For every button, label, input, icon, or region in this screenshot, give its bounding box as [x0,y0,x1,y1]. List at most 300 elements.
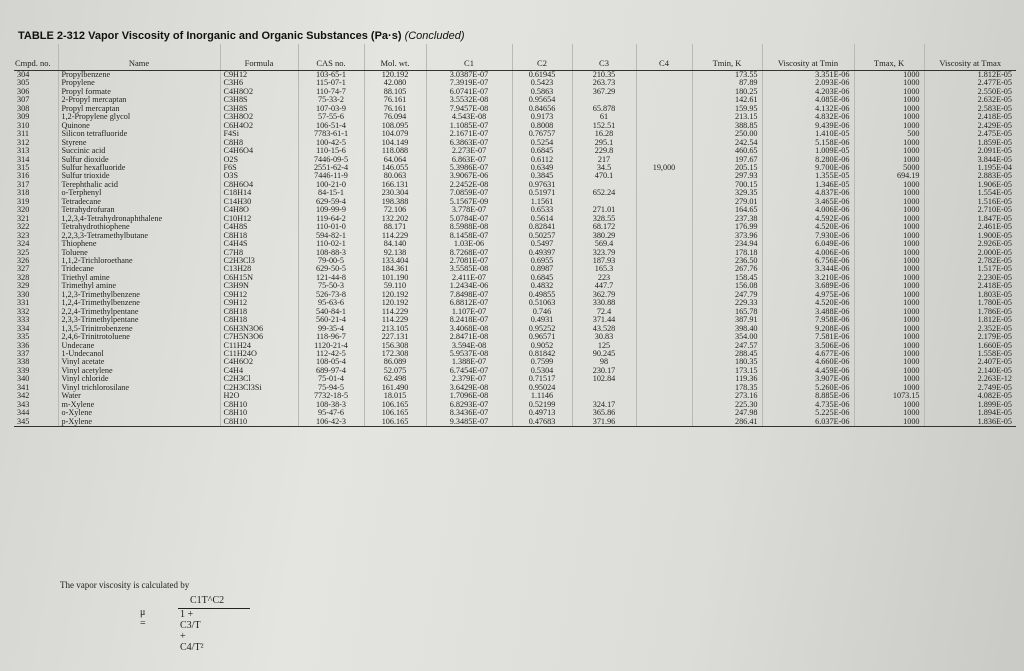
table-cell: 92.138 [364,249,426,257]
table-row [14,274,1016,282]
table-cell: 1000 [854,249,924,257]
table-cell: 560-21-4 [298,316,364,324]
table-cell: 223 [572,274,636,282]
table-cell: C9H12 [220,291,298,299]
table-cell: 236.50 [692,257,762,265]
table-cell: 4.459E-06 [762,367,854,375]
table-cell: 0.8987 [512,265,572,273]
table-cell: 1000 [854,71,924,80]
table-cell: 114.229 [364,316,426,324]
table-cell: 1000 [854,409,924,417]
table-cell: 329 [17,282,30,291]
table-cell: Thiophene [58,240,220,248]
table-cell: Sulfur dioxide [58,156,220,164]
table-cell [636,240,692,248]
table-cell: C6H15N [220,274,298,282]
table-cell: 4.837E-06 [762,189,854,197]
table-cell: 7.8498E-07 [426,291,512,299]
table-cell: 187.93 [572,257,636,265]
table-row [14,257,1016,265]
table-cell: p-Xylene [58,418,220,427]
table-cell: 305 [17,79,30,88]
table-cell: 2.140E-05 [924,367,1016,375]
table-cell: 5.9537E-08 [426,350,512,358]
table-cell [636,71,692,80]
table-cell: 210.35 [572,71,636,80]
table-cell: C8H18 [220,308,298,316]
table-cell: 0.5497 [512,240,572,248]
table-cell: 100-42-5 [298,139,364,147]
table-cell: 0.95024 [512,384,572,392]
table-cell: 72.106 [364,206,426,214]
table-cell: 0.71517 [512,375,572,383]
table-cell: 3.4068E-08 [426,325,512,333]
table-cell: 1,2,3-Trimethylbenzene [58,291,220,299]
table-cell: 3.344E-06 [762,265,854,273]
table-cell: 1.836E-05 [924,418,1016,427]
table-cell: 2.429E-05 [924,122,1016,130]
table-cell: 0.5254 [512,139,572,147]
table-row [14,282,1016,290]
table-cell: 1.780E-05 [924,299,1016,307]
table-cell [636,333,692,341]
table-cell: 2.583E-05 [924,105,1016,113]
table-cell: 0.51063 [512,299,572,307]
table-cell: C4H4 [220,367,298,375]
table-cell: 1000 [854,367,924,375]
table-cell: 1.900E-05 [924,232,1016,240]
column-header: CAS no. [298,44,364,71]
table-cell: 1.2434E-06 [426,282,512,290]
table-cell: 7783-61-1 [298,130,364,138]
table-cell: 3.844E-05 [924,156,1016,164]
table-cell: 2.477E-05 [924,79,1016,87]
table-cell: 0.3845 [512,172,572,180]
table-cell: 0.5304 [512,367,572,375]
table-cell: C7H5N3O6 [220,333,298,341]
table-cell: 1000 [854,113,924,121]
table-cell: 335 [17,333,30,342]
table-cell: 3.5585E-08 [426,265,512,273]
table-cell: 104.079 [364,130,426,138]
table-cell: 273.16 [692,392,762,400]
table-cell: 373.96 [692,232,762,240]
table-cell: 75-94-5 [298,384,364,392]
table-cell: 1000 [854,215,924,223]
table-cell: 65.878 [572,105,636,113]
table-cell: 6.8293E-07 [426,401,512,409]
table-cell [636,265,692,273]
table-cell: 1,2,4-Trimethylbenzene [58,299,220,307]
table-cell: 460.65 [692,147,762,155]
table-cell: Quinone [58,122,220,130]
table-cell: 325 [17,248,30,257]
table-cell: C8H8 [220,139,298,147]
table-cell: 271.01 [572,206,636,214]
table-cell: 312 [17,138,30,147]
table-cell: Undecane [58,342,220,350]
table-cell: 1000 [854,96,924,104]
table-cell: 594-82-1 [298,232,364,240]
table-cell: 4.543E-08 [426,113,512,121]
table-cell [636,232,692,240]
table-cell: 1.786E-05 [924,308,1016,316]
table-cell [636,189,692,197]
table-cell: 0.47683 [512,418,572,427]
table-cell: 317 [17,180,30,189]
table-cell: 166.131 [364,181,426,189]
table-cell: C13H28 [220,265,298,273]
table-cell: 1000 [854,189,924,197]
table-cell: 1.516E-05 [924,198,1016,206]
column-header: Cmpd. no. [14,44,58,71]
table-cell: 68.172 [572,223,636,231]
table-cell: 152.51 [572,122,636,130]
table-cell [636,105,692,113]
table-cell: 7.958E-06 [762,316,854,324]
table-cell: 2.710E-05 [924,206,1016,214]
table-cell: 8.2418E-07 [426,316,512,324]
table-cell: 75-01-4 [298,375,364,383]
table-cell: 1000 [854,122,924,130]
table-cell: C18H14 [220,189,298,197]
table-cell: 0.9173 [512,113,572,121]
table-row [14,375,1016,383]
table-cell: 0.6845 [512,274,572,282]
table-cell: 0.84656 [512,105,572,113]
table-cell: 1000 [854,139,924,147]
table-cell: 3.6429E-08 [426,384,512,392]
table-cell: 2.550E-05 [924,88,1016,96]
table-cell: 387.91 [692,316,762,324]
table-cell: C3H6 [220,79,298,87]
table-cell: Sulfur trioxide [58,172,220,180]
table-cell [636,358,692,366]
table-cell: 4.006E-06 [762,206,854,214]
table-cell: 3.0387E-07 [426,71,512,80]
table-cell: 1.803E-05 [924,291,1016,299]
table-cell: C3H8S [220,105,298,113]
header-row [14,44,1016,71]
table-row [14,232,1016,240]
table-cell [636,299,692,307]
column-header: C1 [426,44,512,71]
table-cell: 5.1567E-09 [426,198,512,206]
table-cell: 3.488E-06 [762,308,854,316]
table-cell [636,122,692,130]
table-cell: 237.38 [692,215,762,223]
table-cell: 76.094 [364,113,426,121]
table-cell: 316 [17,172,30,181]
table-cell: 108.095 [364,122,426,130]
table-cell: 205.15 [692,164,762,172]
table-cell [636,88,692,96]
table-cell: 1000 [854,223,924,231]
column-header: Viscosity at Tmin [762,44,854,71]
table-cell: 0.6955 [512,257,572,265]
table-cell: 4.520E-06 [762,223,854,231]
table-cell: 319 [17,197,30,206]
table-cell: 176.99 [692,223,762,231]
table-row [14,113,1016,121]
table-cell: 311 [17,130,29,139]
table-cell: 279.01 [692,198,762,206]
table-cell: 8.280E-06 [762,156,854,164]
formula-denominator: 1 + C3/T + C4/T² [180,609,204,653]
table-row [14,249,1016,257]
table-cell: 110-15-6 [298,147,364,155]
table-cell: 6.8812E-07 [426,299,512,307]
table-cell: 95-47-6 [298,409,364,417]
table-cell: C9H12 [220,299,298,307]
table-cell: C8H18 [220,316,298,324]
table-cell: 8.3436E-07 [426,409,512,417]
table-cell [636,79,692,87]
table-row [14,172,1016,180]
table-cell: Vinyl acetylene [58,367,220,375]
table-cell: 338 [17,358,30,367]
table-cell [636,401,692,409]
table-cell: 2.8471E-08 [426,333,512,341]
table-cell: 115-07-1 [298,79,364,87]
table-cell: 3.351E-06 [762,71,854,80]
table-cell: 1.847E-05 [924,215,1016,223]
table-cell: 2.179E-05 [924,333,1016,341]
table-cell: 339 [17,366,30,375]
table-cell: 2.230E-05 [924,274,1016,282]
table-cell: 304 [17,70,30,79]
table-cell: 90.245 [572,350,636,358]
table-row [14,308,1016,316]
table-caption: Vapor Viscosity of Inorganic and Organic Substances (Pa·s) [88,30,402,42]
table-row [14,223,1016,231]
table-cell [572,392,636,400]
table-cell: 1.03E-06 [426,240,512,248]
table-cell: 18.015 [364,392,426,400]
table-cell: 43.528 [572,325,636,333]
table-cell: 2.352E-05 [924,325,1016,333]
table-cell: 334 [17,324,30,333]
table-row [14,350,1016,358]
table-cell: Water [58,392,220,400]
table-cell: 118-96-7 [298,333,364,341]
table-cell: 2.926E-05 [924,240,1016,248]
table-cell: 79-00-5 [298,257,364,265]
table-cell: 0.97631 [512,181,572,189]
table-cell: 213.15 [692,113,762,121]
table-cell: 3.594E-08 [426,342,512,350]
table-cell: Trimethyl amine [58,282,220,290]
table-cell: 4.677E-06 [762,350,854,358]
table-cell: 0.61945 [512,71,572,80]
table-cell: 1000 [854,333,924,341]
table-cell: 1,3,5-Trinitrobenzene [58,325,220,333]
table-cell: 0.4931 [512,316,572,324]
table-cell: 345 [14,418,58,427]
table-cell: 1000 [854,316,924,324]
table-cell: C11H24 [220,342,298,350]
table-cell [636,113,692,121]
table-row [14,265,1016,273]
table-cell: 2551-62-4 [298,164,364,172]
table-cell [636,147,692,155]
table-cell: C11H24O [220,350,298,358]
table-cell: 4.203E-06 [762,88,854,96]
table-cell: 106-42-3 [298,418,364,427]
table-cell: 1.7096E-08 [426,392,512,400]
table-cell [636,206,692,214]
table-cell: 629-50-5 [298,265,364,273]
table-cell: 87.89 [692,79,762,87]
table-cell: 161.490 [364,384,426,392]
table-cell [636,257,692,265]
table-cell: 2,4,6-Trinitrotoluene [58,333,220,341]
table-cell: 7446-09-5 [298,156,364,164]
table-cell: 7.9457E-08 [426,105,512,113]
table-cell: 178.18 [692,249,762,257]
table-cell: 336 [17,341,30,350]
table-cell: C14H30 [220,198,298,206]
table-cell: 119.36 [692,375,762,383]
table-cell [572,384,636,392]
table-cell: 4.085E-06 [762,96,854,104]
table-cell [572,198,636,206]
table-cell: 1000 [854,181,924,189]
table-cell: 8.7268E-07 [426,249,512,257]
table-cell: 109-99-9 [298,206,364,214]
table-cell: 1000 [854,299,924,307]
column-header: Mol. wt. [364,44,426,71]
table-cell: 230.17 [572,367,636,375]
table-cell: 180.25 [692,88,762,96]
table-cell: 1-Undecanol [58,350,220,358]
table-cell: 1000 [854,291,924,299]
table-cell: 112-42-5 [298,350,364,358]
table-cell: 198.388 [364,198,426,206]
table-cell: 1000 [854,375,924,383]
table-cell: 1000 [854,206,924,214]
table-row [14,299,1016,307]
table-cell: 326 [17,256,30,265]
table-cell: 4.082E-05 [924,392,1016,400]
table-cell: 110-74-7 [298,88,364,96]
table-cell: 1.1085E-07 [426,122,512,130]
table-cell: 5.158E-06 [762,139,854,147]
table-cell: 1.558E-05 [924,350,1016,358]
table-cell: 652.24 [572,189,636,197]
table-cell: 108-38-3 [298,401,364,409]
table-cell: 0.96571 [512,333,572,341]
table-row [14,418,1016,427]
table-cell: Vinyl trichlorosilane [58,384,220,392]
table-cell: 234.94 [692,240,762,248]
table-cell: F6S [220,164,298,172]
table-cell [572,96,636,104]
viscosity-table [14,44,1016,427]
table-cell: 80.063 [364,172,426,180]
table-cell: 8.885E-06 [762,392,854,400]
column-header: C3 [572,44,636,71]
table-cell: 98 [572,358,636,366]
table-cell: 341 [17,383,30,392]
table-cell: 0.9052 [512,342,572,350]
table-cell: 0.6845 [512,147,572,155]
table-cell: 104.149 [364,139,426,147]
table-cell: 286.41 [692,418,762,427]
table-cell: 0.81842 [512,350,572,358]
table-cell: 108-05-4 [298,358,364,366]
table-cell: 4.832E-06 [762,113,854,121]
table-cell: 340 [17,375,30,384]
table-cell: 5.225E-06 [762,409,854,417]
table-cell [636,384,692,392]
table-cell: 0.49855 [512,291,572,299]
table-cell: 142.61 [692,96,762,104]
table-cell: 1000 [854,350,924,358]
table-row [14,156,1016,164]
table-cell: 1000 [854,282,924,290]
table-cell: 76.161 [364,96,426,104]
table-cell: 330.88 [572,299,636,307]
table-cell [636,215,692,223]
table-cell: Terephthalic acid [58,181,220,189]
table-cell: 120.192 [364,291,426,299]
table-cell: 217 [572,156,636,164]
table-cell: 1000 [854,308,924,316]
table-cell: 156.308 [364,342,426,350]
table-cell: 318 [17,189,30,198]
table-cell [636,198,692,206]
table-cell: 1.346E-05 [762,181,854,189]
table-cell: 694.19 [854,172,924,180]
table-cell: 146.055 [364,164,426,172]
table-cell: 315 [17,163,30,172]
table-cell: 1000 [854,265,924,273]
table-cell: 328.55 [572,215,636,223]
table-cell: 102.84 [572,375,636,383]
table-cell [636,274,692,282]
table-cell: 0.746 [512,308,572,316]
table-cell: 1,2,3,4-Tetrahydronaphthalene [58,215,220,223]
column-header: Name [58,44,220,71]
table-cell: 4.735E-06 [762,401,854,409]
table-row [14,367,1016,375]
table-cell: 323 [17,231,30,240]
table-row [14,96,1016,104]
table-cell: 629-59-4 [298,198,364,206]
table-cell: 6.049E-06 [762,240,854,248]
table-body [14,71,1016,427]
table-cell: 371.44 [572,316,636,324]
table-cell: 2.000E-05 [924,249,1016,257]
table-cell: H2O [220,392,298,400]
table-cell: 0.8008 [512,122,572,130]
table-cell: 165.78 [692,308,762,316]
table-row [14,291,1016,299]
table-cell: C4H8O [220,206,298,214]
table-cell: 5.260E-06 [762,384,854,392]
table-cell: 110-02-1 [298,240,364,248]
table-cell: O3S [220,172,298,180]
table-cell [636,367,692,375]
formula-mu: μ = [140,607,146,629]
table-cell: 330 [17,290,30,299]
table-cell: 689-97-4 [298,367,364,375]
table-cell [636,409,692,417]
table-cell [636,392,692,400]
table-cell: 367.29 [572,88,636,96]
table-cell: 569.4 [572,240,636,248]
